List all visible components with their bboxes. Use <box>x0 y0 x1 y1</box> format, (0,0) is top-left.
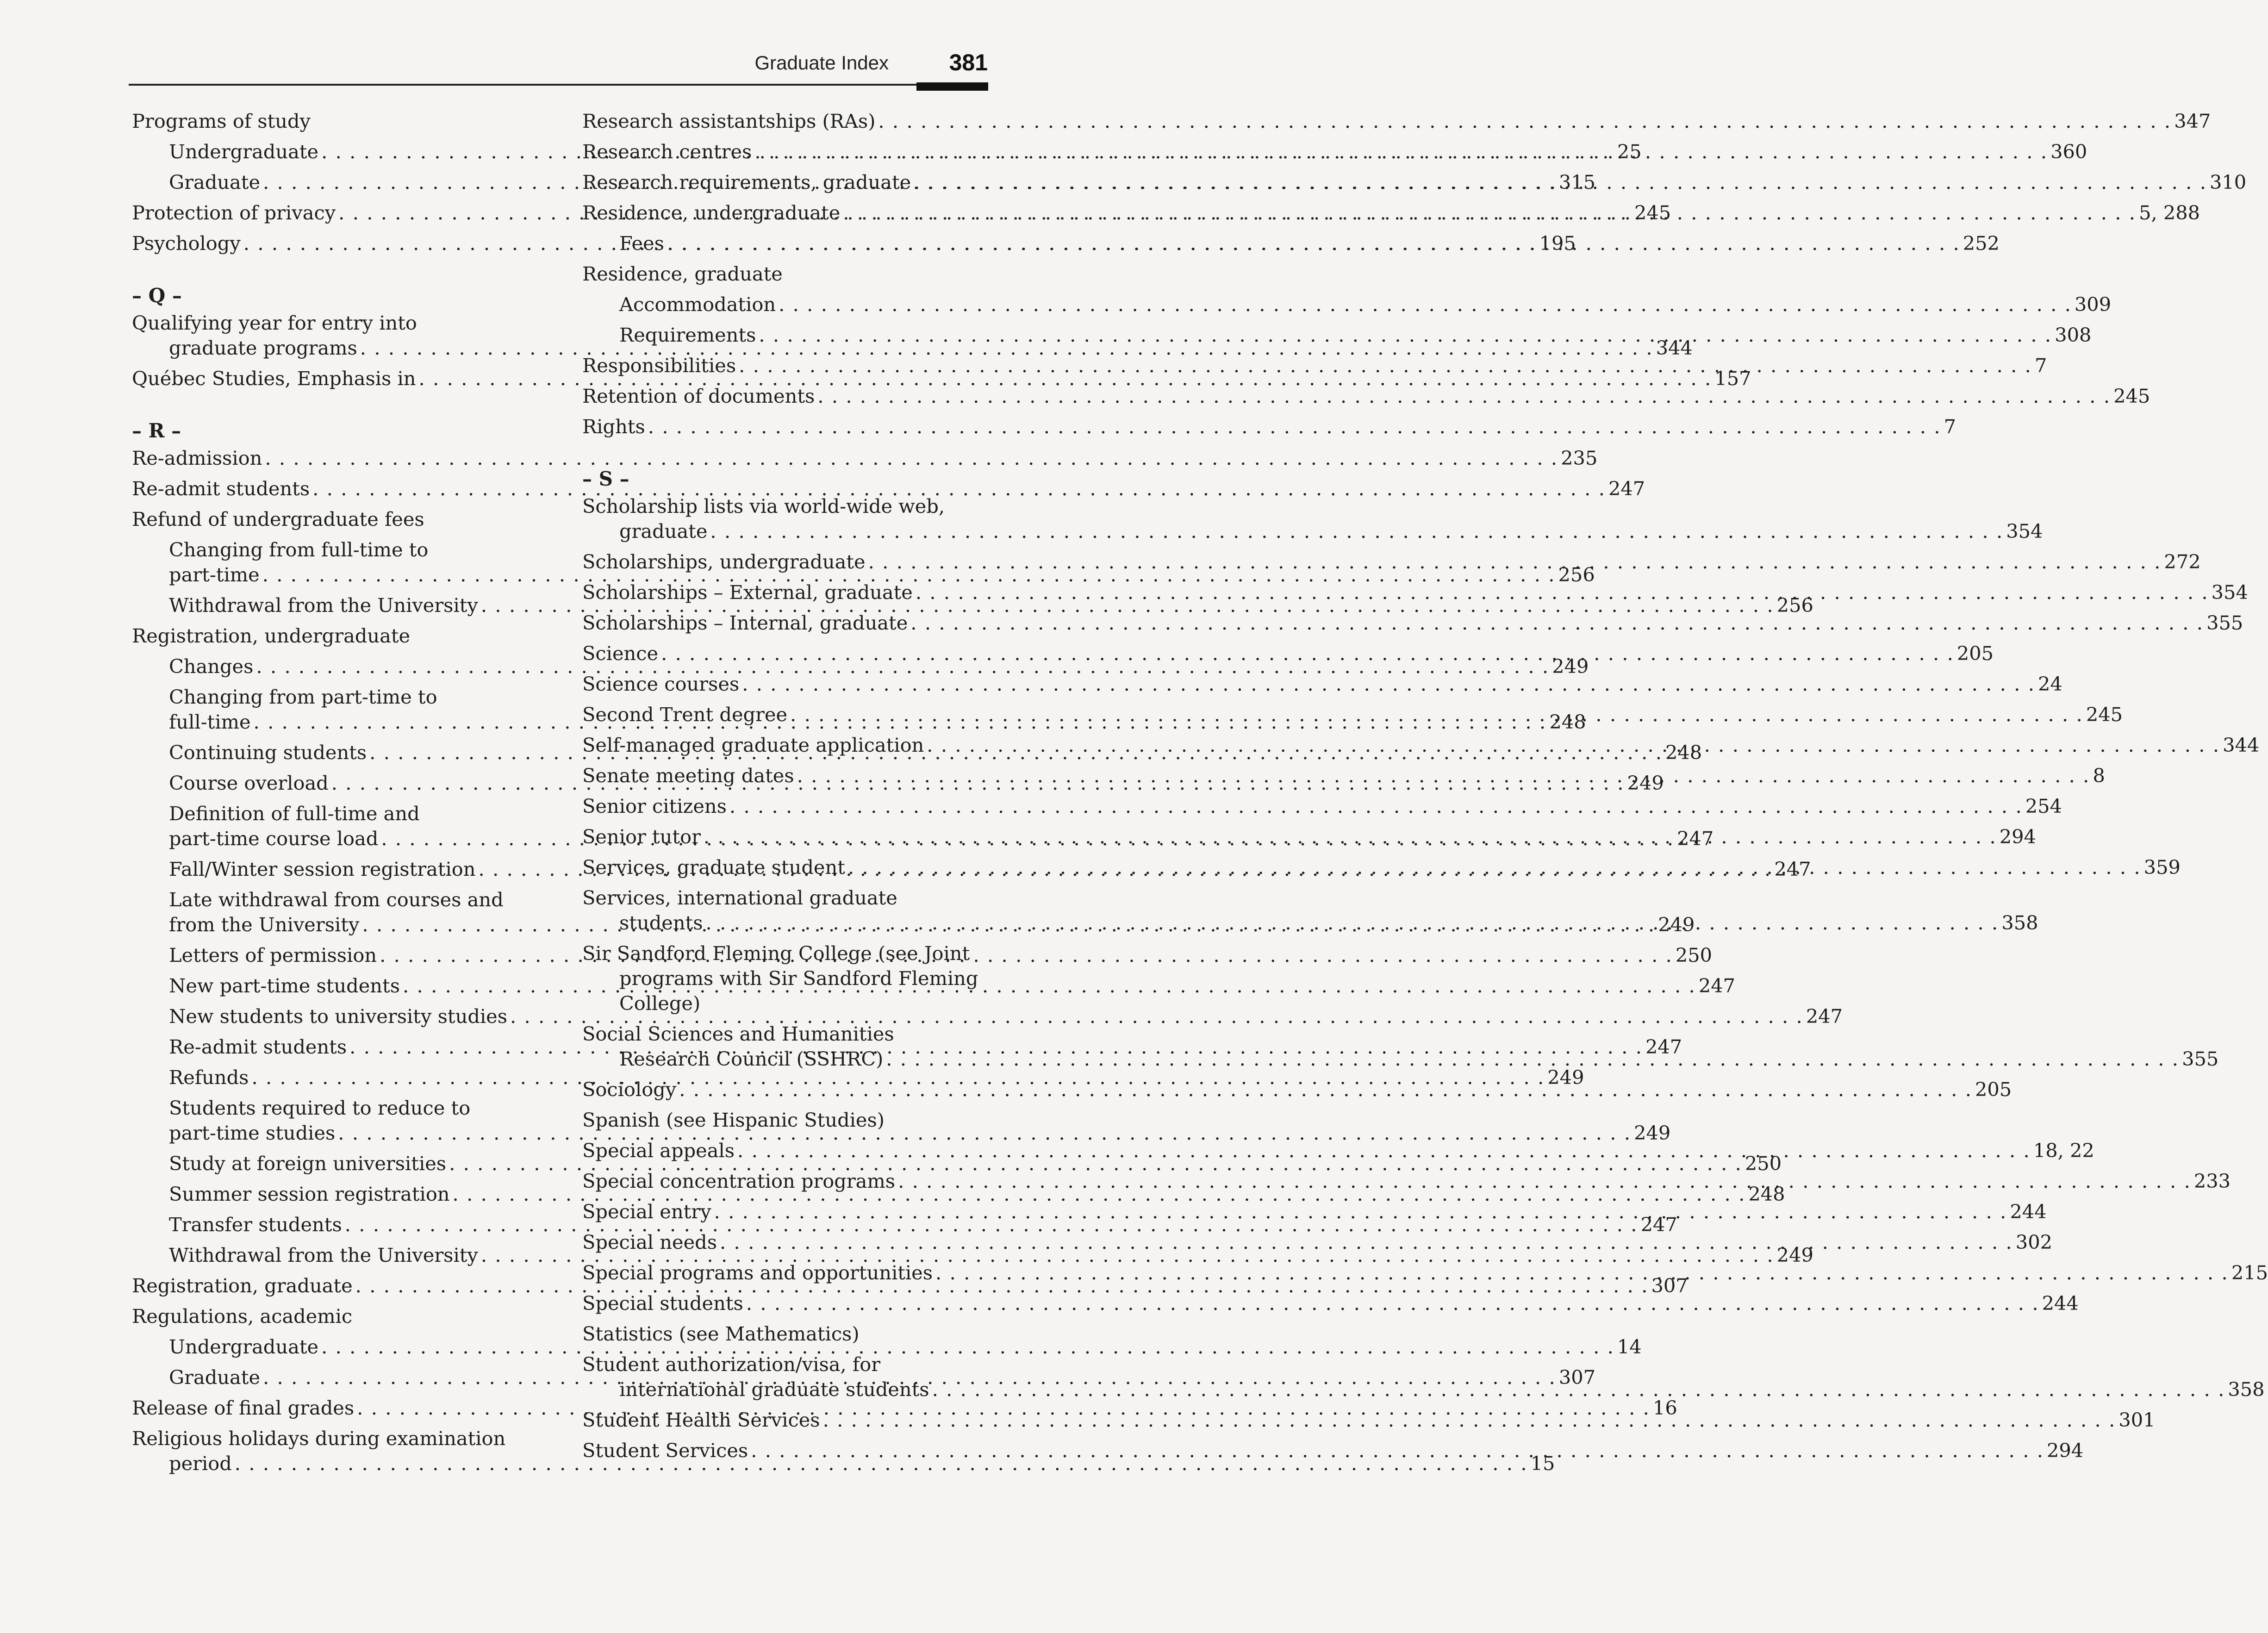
dot-leader <box>895 1169 2194 1194</box>
entry-page-ref: 249 <box>1634 1122 1671 1144</box>
entry-page-ref: 157 <box>1714 367 1751 390</box>
entry-page-ref: 354 <box>2211 581 2248 604</box>
entry-page-ref: 5, 288 <box>2139 201 2200 224</box>
entry-term: Services, graduate student <box>582 856 845 879</box>
entry-page-ref: 245 <box>2086 703 2123 726</box>
entry-term: Late withdrawal from courses and <box>169 888 504 911</box>
entry-page-ref: 307 <box>1651 1274 1688 1297</box>
dot-leader <box>735 1138 2033 1163</box>
entry-term: period <box>169 1452 232 1475</box>
index-entry <box>582 549 2201 574</box>
entry-page-ref: 256 <box>1776 594 1813 617</box>
entry-term: Requirements <box>619 324 756 346</box>
entry-term: Changes <box>169 655 254 678</box>
entry-term: Registration, undergraduate <box>132 624 411 647</box>
entry-term: Scholarships, undergraduate <box>582 550 866 573</box>
entry-page-ref: 358 <box>2001 911 2038 934</box>
entry-term: Self-managed graduate application <box>582 734 924 756</box>
entry-term: Fees <box>619 232 664 255</box>
dot-leader <box>748 1438 2047 1463</box>
entry-page-ref: 315 <box>1558 171 1596 193</box>
section-letter-heading: – Q – <box>132 284 182 307</box>
header-rule <box>129 84 987 86</box>
entry-page-ref: 247 <box>1806 1005 1843 1028</box>
header-rule-bar <box>916 82 988 91</box>
dot-leader <box>776 292 2075 317</box>
entry-term: full-time <box>169 711 251 733</box>
entry-page-ref: 248 <box>1549 711 1586 733</box>
index-entry <box>582 353 2047 378</box>
index-subentry <box>132 1243 1813 1268</box>
entry-term: Senior citizens <box>582 795 727 817</box>
dot-leader <box>739 672 2038 697</box>
index-entry <box>582 384 2150 409</box>
entry-page-ref: 25 <box>1617 140 1642 163</box>
dot-leader <box>815 384 2113 409</box>
dot-leader <box>658 641 1957 666</box>
entry-term: students <box>619 911 703 934</box>
dot-leader <box>756 323 2055 348</box>
entry-page-ref: 15 <box>1530 1452 1555 1475</box>
index-entry <box>132 366 1751 391</box>
entry-term: part-time <box>169 563 260 586</box>
index-subentry <box>132 1151 1782 1176</box>
entry-term: Special students <box>582 1292 743 1315</box>
entry-term: Continuing students <box>169 741 367 764</box>
entry-term: Study at foreign universities <box>169 1152 447 1175</box>
entry-page-ref: 16 <box>1652 1396 1677 1419</box>
entry-term: Graduate <box>169 171 261 193</box>
dot-leader <box>911 170 2210 195</box>
entry-term: Sociology <box>582 1078 677 1101</box>
index-entry <box>582 580 2248 605</box>
dot-leader <box>913 580 2212 605</box>
entry-term: Withdrawal from the University <box>169 594 478 617</box>
entry-page-ref: 7 <box>2034 354 2047 377</box>
entry-page-ref: 294 <box>2047 1439 2084 1462</box>
entry-term: part-time studies <box>169 1122 336 1144</box>
entry-page-ref: 250 <box>1745 1152 1782 1175</box>
entry-page-ref: 359 <box>2143 856 2181 879</box>
entry-term: Re-admit students <box>132 477 310 500</box>
entry-term: New students to university studies <box>169 1005 508 1028</box>
entry-page-ref: 310 <box>2209 171 2247 193</box>
index-subentry <box>132 654 1589 679</box>
entry-term: Qualifying year for entry into <box>132 312 417 334</box>
entry-term: Student Services <box>582 1439 748 1462</box>
entry-page-ref: 302 <box>2015 1231 2053 1253</box>
entry-term: College) <box>619 992 701 1015</box>
entry-term: Re-admit students <box>169 1035 347 1058</box>
dot-leader <box>933 1260 2231 1285</box>
entry-term: graduate <box>619 520 708 542</box>
entry-term: international graduate students <box>619 1378 929 1401</box>
index-entry <box>582 794 2062 819</box>
dot-leader <box>664 231 1963 256</box>
entry-term: Responsibilities <box>582 354 736 377</box>
entry-term: Special programs and opportunities <box>582 1261 933 1284</box>
entry-term: Science <box>582 642 659 665</box>
entry-page-ref: 244 <box>2010 1200 2047 1223</box>
running-header <box>125 52 991 89</box>
entry-page-ref: 247 <box>1698 974 1736 997</box>
dot-leader <box>875 109 2174 134</box>
entry-term: Fall/Winter session registration <box>169 858 476 880</box>
entry-term: Re-admission <box>132 447 262 469</box>
entry-term: Graduate <box>169 1366 261 1389</box>
entry-page-ref: 254 <box>2025 795 2062 817</box>
entry-page-ref: 307 <box>1558 1366 1596 1389</box>
entry-term: Psychology <box>132 232 241 255</box>
entry-term: Refunds <box>169 1066 249 1089</box>
index-entry <box>582 1321 988 1346</box>
entry-term: Changing from full-time to <box>169 538 429 561</box>
entry-page-ref: 244 <box>2042 1292 2079 1315</box>
entry-term: programs with Sir Sandford Fleming <box>619 967 978 990</box>
entry-page-ref: 24 <box>2037 673 2062 695</box>
index-subentry <box>132 593 1813 618</box>
entry-term: Québec Studies, Emphasis in <box>132 367 416 390</box>
index-subentry <box>582 292 2112 317</box>
index-entry <box>582 941 988 1016</box>
entry-term: Students required to reduce to <box>169 1097 471 1119</box>
dot-leader <box>701 824 2000 849</box>
entry-page-ref: 247 <box>1774 858 1811 880</box>
dot-leader <box>787 702 2086 727</box>
entry-page-ref: 247 <box>1608 477 1645 500</box>
entry-page-ref: 355 <box>2206 611 2243 634</box>
entry-page-ref: 8 <box>2093 764 2105 787</box>
entry-page-ref: 195 <box>1539 232 1576 255</box>
section-letter-heading: – R – <box>132 419 181 442</box>
entry-page-ref: 248 <box>1665 741 1702 764</box>
entry-term: Definition of full-time and <box>169 802 420 825</box>
entry-term: Course overload <box>169 772 329 794</box>
entry-page-ref: 14 <box>1617 1335 1642 1358</box>
dot-leader <box>820 1408 2119 1433</box>
dot-leader <box>711 1199 2010 1224</box>
index-entry <box>582 1199 2047 1224</box>
dot-leader <box>377 943 1676 968</box>
entry-term: Regulations, academic <box>132 1305 353 1328</box>
index-entry <box>582 1260 2268 1285</box>
index-entry <box>582 1291 2079 1316</box>
entry-term: Programs of study <box>132 110 311 132</box>
entry-page-ref: 301 <box>2118 1409 2156 1431</box>
index-entry <box>582 414 1956 439</box>
entry-page-ref: 245 <box>1634 201 1671 224</box>
entry-term: New part-time students <box>169 974 400 997</box>
entry-term: Special entry <box>582 1200 711 1223</box>
dot-leader <box>908 611 2206 636</box>
entry-term: Scholarships – External, graduate <box>582 581 913 604</box>
entry-page-ref: 249 <box>1552 655 1589 678</box>
dot-leader <box>717 1230 2016 1255</box>
index-subentry <box>132 1004 1843 1029</box>
dot-leader <box>752 139 2050 164</box>
entry-term: Undergraduate <box>169 140 319 163</box>
entry-term: Research requirements, graduate <box>582 171 911 193</box>
index-entry <box>582 641 1994 666</box>
entry-term: Residence, graduate <box>582 262 783 285</box>
entry-page-ref: 272 <box>2164 550 2201 573</box>
entry-term: Sir Sandford Fleming College (see Joint <box>582 942 970 965</box>
entry-page-ref: 358 <box>2228 1378 2265 1401</box>
entry-page-ref: 245 <box>2113 385 2150 407</box>
entry-term: Statistics (see Mathematics) <box>582 1322 860 1345</box>
entry-term: Special appeals <box>582 1139 735 1162</box>
entry-page-ref: 308 <box>2055 324 2092 346</box>
entry-term: Student Health Services <box>582 1409 820 1431</box>
entry-page-ref: 233 <box>2193 1170 2231 1192</box>
entry-term: Research centres <box>582 140 752 163</box>
dot-leader <box>736 353 2035 378</box>
entry-page-ref: 205 <box>1956 642 1994 665</box>
index-entry <box>582 109 2211 134</box>
entry-term: Refund of undergraduate fees <box>132 508 424 530</box>
entry-term: Protection of privacy <box>132 201 336 224</box>
entry-page-ref: 252 <box>1963 232 2000 255</box>
dot-leader <box>840 200 2139 225</box>
index-entry <box>582 1408 2156 1433</box>
dot-leader <box>929 1377 2228 1402</box>
index-entry <box>582 672 2062 697</box>
entry-term: Senate meeting dates <box>582 764 794 787</box>
dot-leader <box>703 910 2002 935</box>
index-entry <box>582 494 2043 544</box>
entry-term: Transfer students <box>169 1213 342 1236</box>
dot-leader <box>676 1077 1975 1102</box>
dot-leader <box>883 1047 2182 1072</box>
index-entry <box>582 1438 2084 1463</box>
index-subentry <box>132 1334 1642 1359</box>
entry-term: Special concentration programs <box>582 1170 896 1192</box>
entry-page-ref: 309 <box>2074 293 2112 316</box>
entry-term: Release of final grades <box>132 1396 355 1419</box>
index-entry <box>132 476 1645 501</box>
entry-term: graduate programs <box>169 337 357 359</box>
entry-page-ref: 215 <box>2231 1261 2268 1284</box>
entry-term: Accommodation <box>619 293 776 316</box>
entry-term: Religious holidays during examination <box>132 1427 506 1450</box>
entry-term: Scholarships – Internal, graduate <box>582 611 908 634</box>
index-entry <box>132 623 539 648</box>
entry-term: Science courses <box>582 673 740 695</box>
index-entry <box>132 446 1598 471</box>
entry-page-ref: 355 <box>2182 1047 2219 1070</box>
entry-term: Residence, undergraduate <box>582 201 841 224</box>
dot-leader <box>727 794 2025 819</box>
entry-term: Summer session registration <box>169 1183 450 1205</box>
running-title: Graduate Index <box>754 52 889 74</box>
entry-page-ref: 256 <box>1558 563 1595 586</box>
entry-term: Letters of permission <box>169 944 377 966</box>
index-subentry <box>132 1212 1677 1237</box>
index-subentry <box>132 1182 1785 1207</box>
entry-page-ref: 247 <box>1677 827 1714 850</box>
dot-leader <box>707 519 2006 544</box>
entry-term: Research assistantships (RAs) <box>582 110 876 132</box>
entry-term: Research Council (SSHRC) <box>619 1047 884 1070</box>
entry-term: Changing from part-time to <box>169 686 437 708</box>
index-entry <box>582 1138 2094 1163</box>
index-entry <box>582 611 2243 636</box>
entry-term: Student authorization/visa, for <box>582 1353 881 1376</box>
entry-page-ref: 344 <box>1656 337 1693 359</box>
index-entry <box>132 507 539 532</box>
index-entry <box>132 1304 539 1329</box>
entry-page-ref: 18, 22 <box>2033 1139 2094 1162</box>
entry-page-ref: 249 <box>1776 1244 1813 1266</box>
section-letter-heading: – S – <box>582 467 629 490</box>
dot-leader <box>645 414 1944 439</box>
entry-term: Second Trent degree <box>582 703 788 726</box>
entry-term: Social Sciences and Humanities <box>582 1022 894 1045</box>
entry-page-ref: 205 <box>1975 1078 2012 1101</box>
entry-page-ref: 354 <box>2006 520 2043 542</box>
entry-page-ref: 249 <box>1547 1066 1584 1089</box>
entry-page-ref: 249 <box>1627 772 1664 794</box>
entry-page-ref: 247 <box>1645 1035 1682 1058</box>
entry-page-ref: 344 <box>2223 734 2260 756</box>
dot-leader <box>794 763 2093 788</box>
entry-term: from the University <box>169 913 360 936</box>
entry-page-ref: 347 <box>2174 110 2211 132</box>
entry-page-ref: 247 <box>1640 1213 1677 1236</box>
entry-page-ref: 250 <box>1675 944 1713 966</box>
entry-term: Services, international graduate <box>582 886 897 909</box>
dot-leader <box>924 733 2223 758</box>
entry-page-ref: 235 <box>1561 447 1598 469</box>
dot-leader <box>866 549 2164 574</box>
entry-term: Rights <box>582 415 645 438</box>
entry-page-ref: 360 <box>2050 140 2087 163</box>
entry-term: Retention of documents <box>582 385 815 407</box>
entry-page-ref: 294 <box>1999 825 2036 848</box>
entry-term: Scholarship lists via world-wide web, <box>582 495 945 517</box>
entry-page-ref: 7 <box>1944 415 1956 438</box>
entry-term: part-time course load <box>169 827 379 850</box>
index-entry <box>132 1273 1688 1298</box>
index-entry <box>582 262 988 287</box>
entry-page-ref: 248 <box>1748 1183 1785 1205</box>
index-entry <box>132 109 539 134</box>
page-number: 381 <box>949 50 988 75</box>
entry-term: Spanish (see Hispanic Studies) <box>582 1109 885 1131</box>
entry-term: Registration, graduate <box>132 1274 353 1297</box>
entry-term: Undergraduate <box>169 1335 319 1358</box>
index-entry <box>582 1108 988 1133</box>
entry-term: Special needs <box>582 1231 717 1253</box>
entry-term: Senior tutor <box>582 825 701 848</box>
dot-leader <box>743 1291 2042 1316</box>
entry-term: Withdrawal from the University <box>169 1244 478 1266</box>
dot-leader <box>845 855 2144 880</box>
entry-page-ref: 249 <box>1658 913 1695 936</box>
